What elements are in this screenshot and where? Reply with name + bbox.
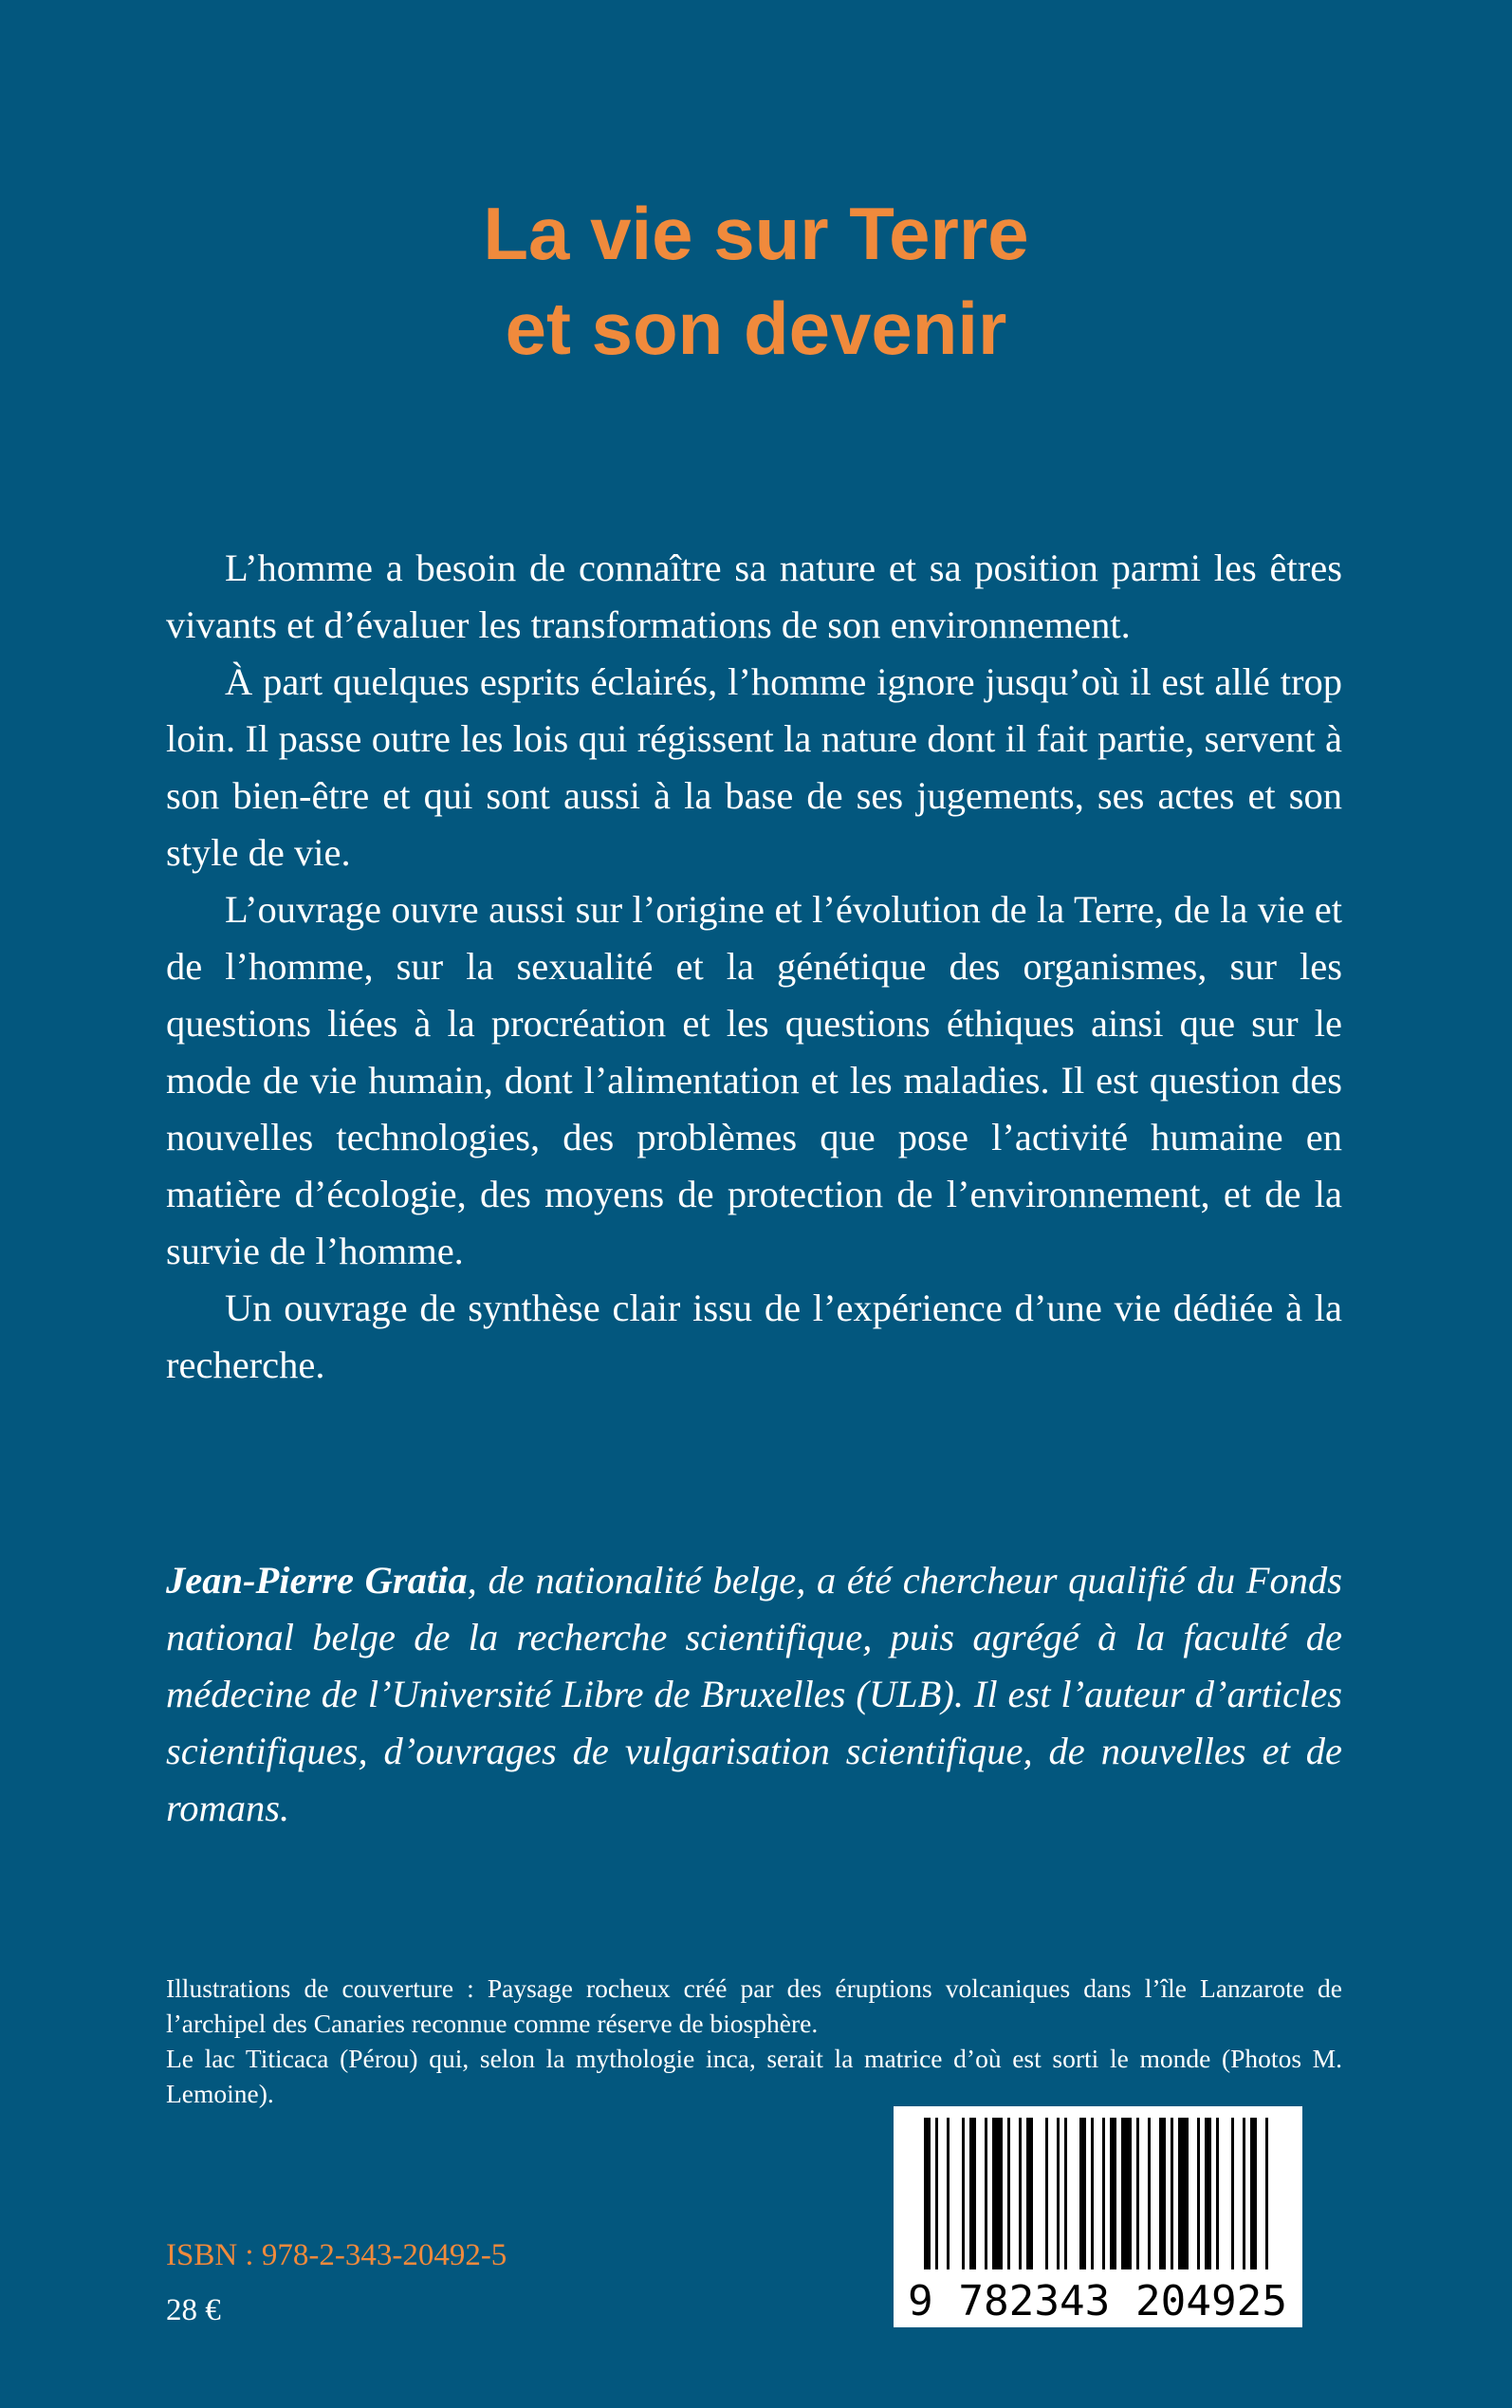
cover-credits-line-2: Le lac Titicaca (Pérou) qui, selon la mythologie inca, serait la matrice d’où est sorti le monde (Photos M. Lemoine). [166,2044,1342,2108]
book-title-line-1: La vie sur Terre [483,192,1029,275]
isbn-barcode [894,2106,1302,2327]
book-description [166,540,1342,1394]
description-paragraph: L’ouvrage ouvre aussi sur l’origine et l’évolution de la Terre, de la vie et de l’homme, sur la sexualité et la génétique des organismes, sur les questions liées à la procréation et les questions éthiques ainsi que sur le mode de vie humain, dont l’alimentation et les maladies. Il est question des nouvelles technologies, des problèmes que pose l’activité humaine en matière d’écologie, des moyens de protection de l’environnement, et de la survie de l’homme. [166,888,1342,1272]
cover-credits [166,1971,1342,2111]
book-title [0,186,1512,376]
price: 28 € [166,2293,221,2327]
barcode-digits: 9 782343 204925 [908,2277,1287,2325]
author-name: Jean-Pierre Gratia [166,1559,468,1602]
description-paragraph: L’homme a besoin de connaître sa nature et sa position parmi les êtres vivants et d’évaluer les transformations de son environnement. [166,546,1342,646]
description-paragraph: À part quelques esprits éclairés, l’homme ignore jusqu’où il est allé trop loin. Il passe outre les lois qui régissent la nature dont il fait partie, servent à son bien-être et qui sont aussi à la base de ses jugements, ses actes et son style de vie. [166,660,1342,874]
cover-credits-line-1: Illustrations de couverture : Paysage rocheux créé par des éruptions volcaniques dans l’île Lanzarote de l’archipel des Canaries reconnue comme réserve de biosphère. [166,1973,1342,2038]
description-paragraph: Un ouvrage de synthèse clair issu de l’expérience d’une vie dédiée à la recherche. [166,1287,1342,1386]
barcode-graphic [894,2106,1302,2327]
book-title-line-2: et son devenir [505,287,1007,370]
barcode-bars [924,2118,1268,2269]
author-bio [166,1552,1342,1837]
author-bio-text: , de nationalité belge, a été chercheur qualifié du Fonds national belge de la recherche scientifique, puis agrégé à la faculté de médecine de l’Université Libre de Bruxelles (ULB). Il est l’auteur d’articles scientifiques, d’ouvrages de vulgarisation scientifique, de nouvelles et de romans. [166,1559,1342,1829]
isbn-number: ISBN : 978-2-343-20492-5 [166,2238,507,2272]
